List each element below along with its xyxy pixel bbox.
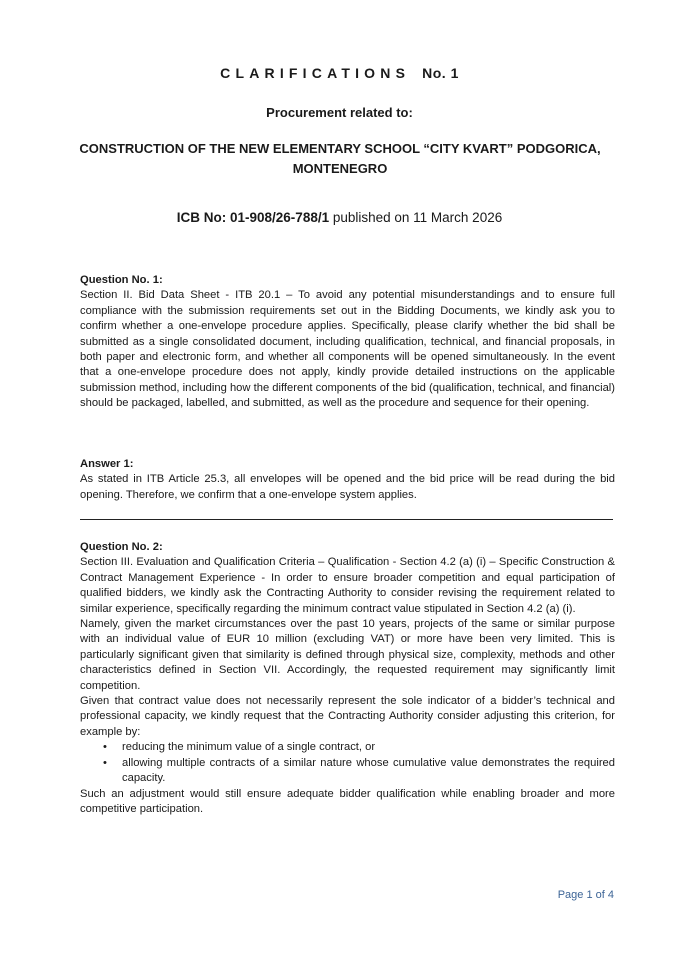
question-2-paragraph-2: Namely, given the market circumstances over the past 10 years, projects of the same or similar purpose with an individual value of EUR 10 million (excluding VAT) or more have been very limited. This is particularly significant given that similarity is defined through physical size, complexity, methods and other characteristics defined in Section VII. Accordingly, the requested requirement may significantly limit competition. <box>80 618 615 692</box>
icb-number: ICB No: 01-908/26-788/1 <box>176 210 330 225</box>
title-word: CLARIFICATIONS <box>220 65 411 81</box>
project-line-2: MONTENEGRO <box>292 161 388 176</box>
section-divider <box>80 519 613 520</box>
page-number: Page 1 of 4 <box>557 889 614 901</box>
icb-reference <box>0 208 679 228</box>
question-1 <box>80 273 615 412</box>
document-title <box>0 64 679 82</box>
answer-1-text: As stated in ITB Article 25.3, all envelopes will be opened and the bid price will be read during the bid opening. Therefore, we confirm that a one-envelope system applies. <box>80 473 615 501</box>
bullet-text: allowing multiple contracts of a similar nature whose cumulative value demonstrates the required capacity. <box>122 756 615 785</box>
question-1-heading: Question No. 1: <box>80 274 163 286</box>
list-item <box>80 740 615 755</box>
title-number: No. 1 <box>422 65 459 81</box>
question-2 <box>80 540 615 817</box>
question-2-paragraph-3: Given that contract value does not necessarily represent the sole indicator of a bidder’s technical and professional capacity, we kindly request that the Contracting Authority consider adjusting this criterion, for example by: <box>80 695 615 738</box>
bullet-icon: • <box>103 756 107 769</box>
question-2-paragraph-1: Section III. Evaluation and Qualification Criteria – Qualification - Section 4.2 (a) (i) – Specific Construction & Contract Management Experience - In order to ensure broader competition and equal participation of qualified bidders, we kindly ask the Contracting Authority to consider revising the requirement related to similar experience, specifically regarding the minimum contract value stipulated in Section 4.2 (a) (i). <box>80 556 615 615</box>
question-2-heading: Question No. 2: <box>80 541 163 553</box>
icb-published-date: published on 11 March 2026 <box>329 210 503 225</box>
project-name <box>70 139 610 179</box>
bullet-icon: • <box>103 741 107 754</box>
question-2-paragraph-4: Such an adjustment would still ensure adequate bidder qualification while enabling broader and more competitive participation. <box>80 787 615 815</box>
project-line-1: CONSTRUCTION OF THE NEW ELEMENTARY SCHOOL “CITY KVART” PODGORICA, <box>79 141 601 156</box>
procurement-subtitle: Procurement related to: <box>266 105 413 120</box>
list-item <box>80 756 615 787</box>
answer-1 <box>80 457 615 503</box>
bullet-text: reducing the minimum value of a single contract, or <box>122 741 376 754</box>
answer-1-heading: Answer 1: <box>80 458 134 470</box>
question-1-text: Section II. Bid Data Sheet - ITB 20.1 – To avoid any potential misunderstandings and to ensure full compliance with the submission requirements set out in the Bidding Documents, we kindly ask you to confirm whether a one-envelope procedure applies. Specifically, please clarify whether the bid shall be submitted as a single consolidated document, including qualification, technical, and financial proposals, in both paper and electronic form, and whether all components will be opened simultaneously. In the event that a one-envelope procedure does not apply, kindly provide detailed instructions on the applicable submission method, including how the different components of the bid (qualification, technical, and financial) should be packaged, labelled, and submitted, as well as the procedure and sequence for their opening. <box>80 289 615 410</box>
question-2-bullet-list <box>80 740 615 786</box>
